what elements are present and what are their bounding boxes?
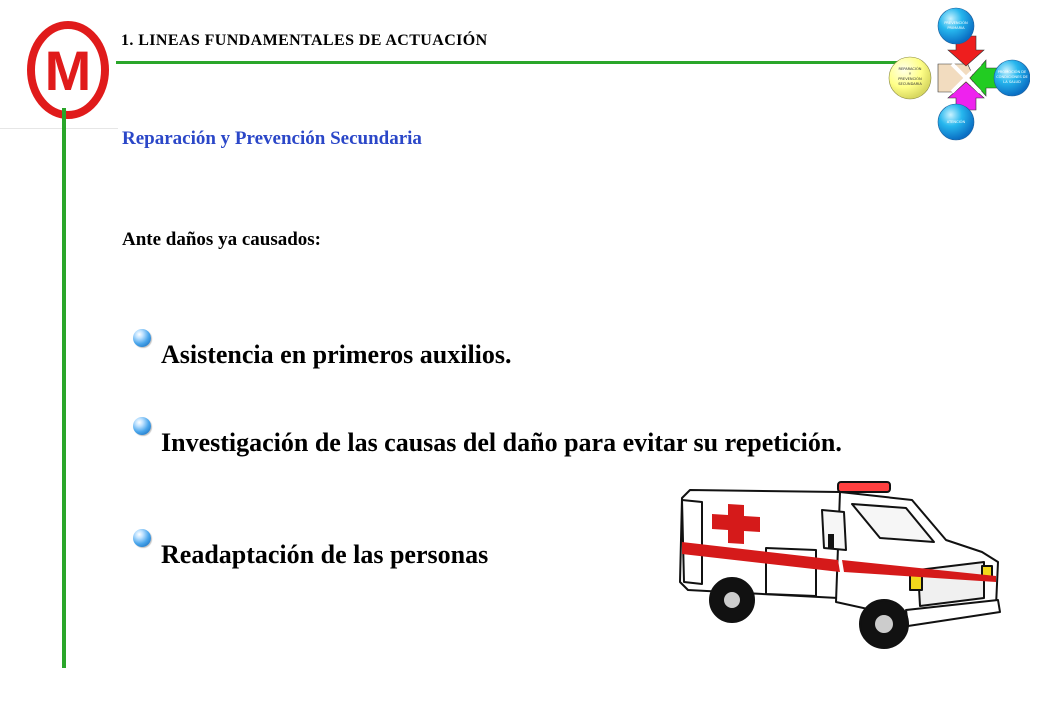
top-label-2: PRIMARIA [947, 26, 965, 30]
bullet-icon [133, 529, 151, 547]
top-label-1: PREVENCIÓN [944, 21, 968, 25]
logo-divider [0, 128, 118, 129]
section-title: Reparación y Prevención Secundaria [122, 128, 422, 149]
ambulance-illustration [666, 478, 1004, 652]
roof-light [838, 482, 890, 492]
header-rule [116, 61, 904, 64]
right-label-2: CONDICIONES DE [996, 75, 1028, 79]
right-label-1: PROMOCIÓN DE [997, 70, 1027, 74]
left-label-1: REPARACIÓN [898, 67, 922, 71]
bullet-icon [133, 417, 151, 435]
left-vertical-rule [62, 108, 66, 668]
left-label-4: SECUNDARIA [898, 82, 922, 86]
bullet-icon [133, 329, 151, 347]
side-mirror [828, 534, 834, 548]
bottom-label-1: ATENCIÓN [946, 120, 966, 124]
left-label-3: PREVENCIÓN [898, 77, 922, 81]
grille [918, 562, 984, 606]
logo-letter: M [44, 39, 92, 102]
bullet-item-1: Asistencia en primeros auxilios. [161, 340, 512, 369]
logo [26, 20, 110, 120]
action-lines-diagram [886, 6, 1030, 142]
header-title: 1. LINEAS FUNDAMENTALES DE ACTUACIÓN [121, 32, 488, 49]
bullet-item-3: Readaptación de las personas [161, 540, 489, 569]
left-label-2: Y [908, 72, 912, 76]
rear-door [682, 500, 702, 584]
bullet-item-2: Investigación de las causas del daño para evitar su repetición. [161, 428, 842, 457]
right-label-3: LA SALUD [1003, 80, 1021, 84]
intro-text: Ante daños ya causados: [122, 229, 322, 250]
